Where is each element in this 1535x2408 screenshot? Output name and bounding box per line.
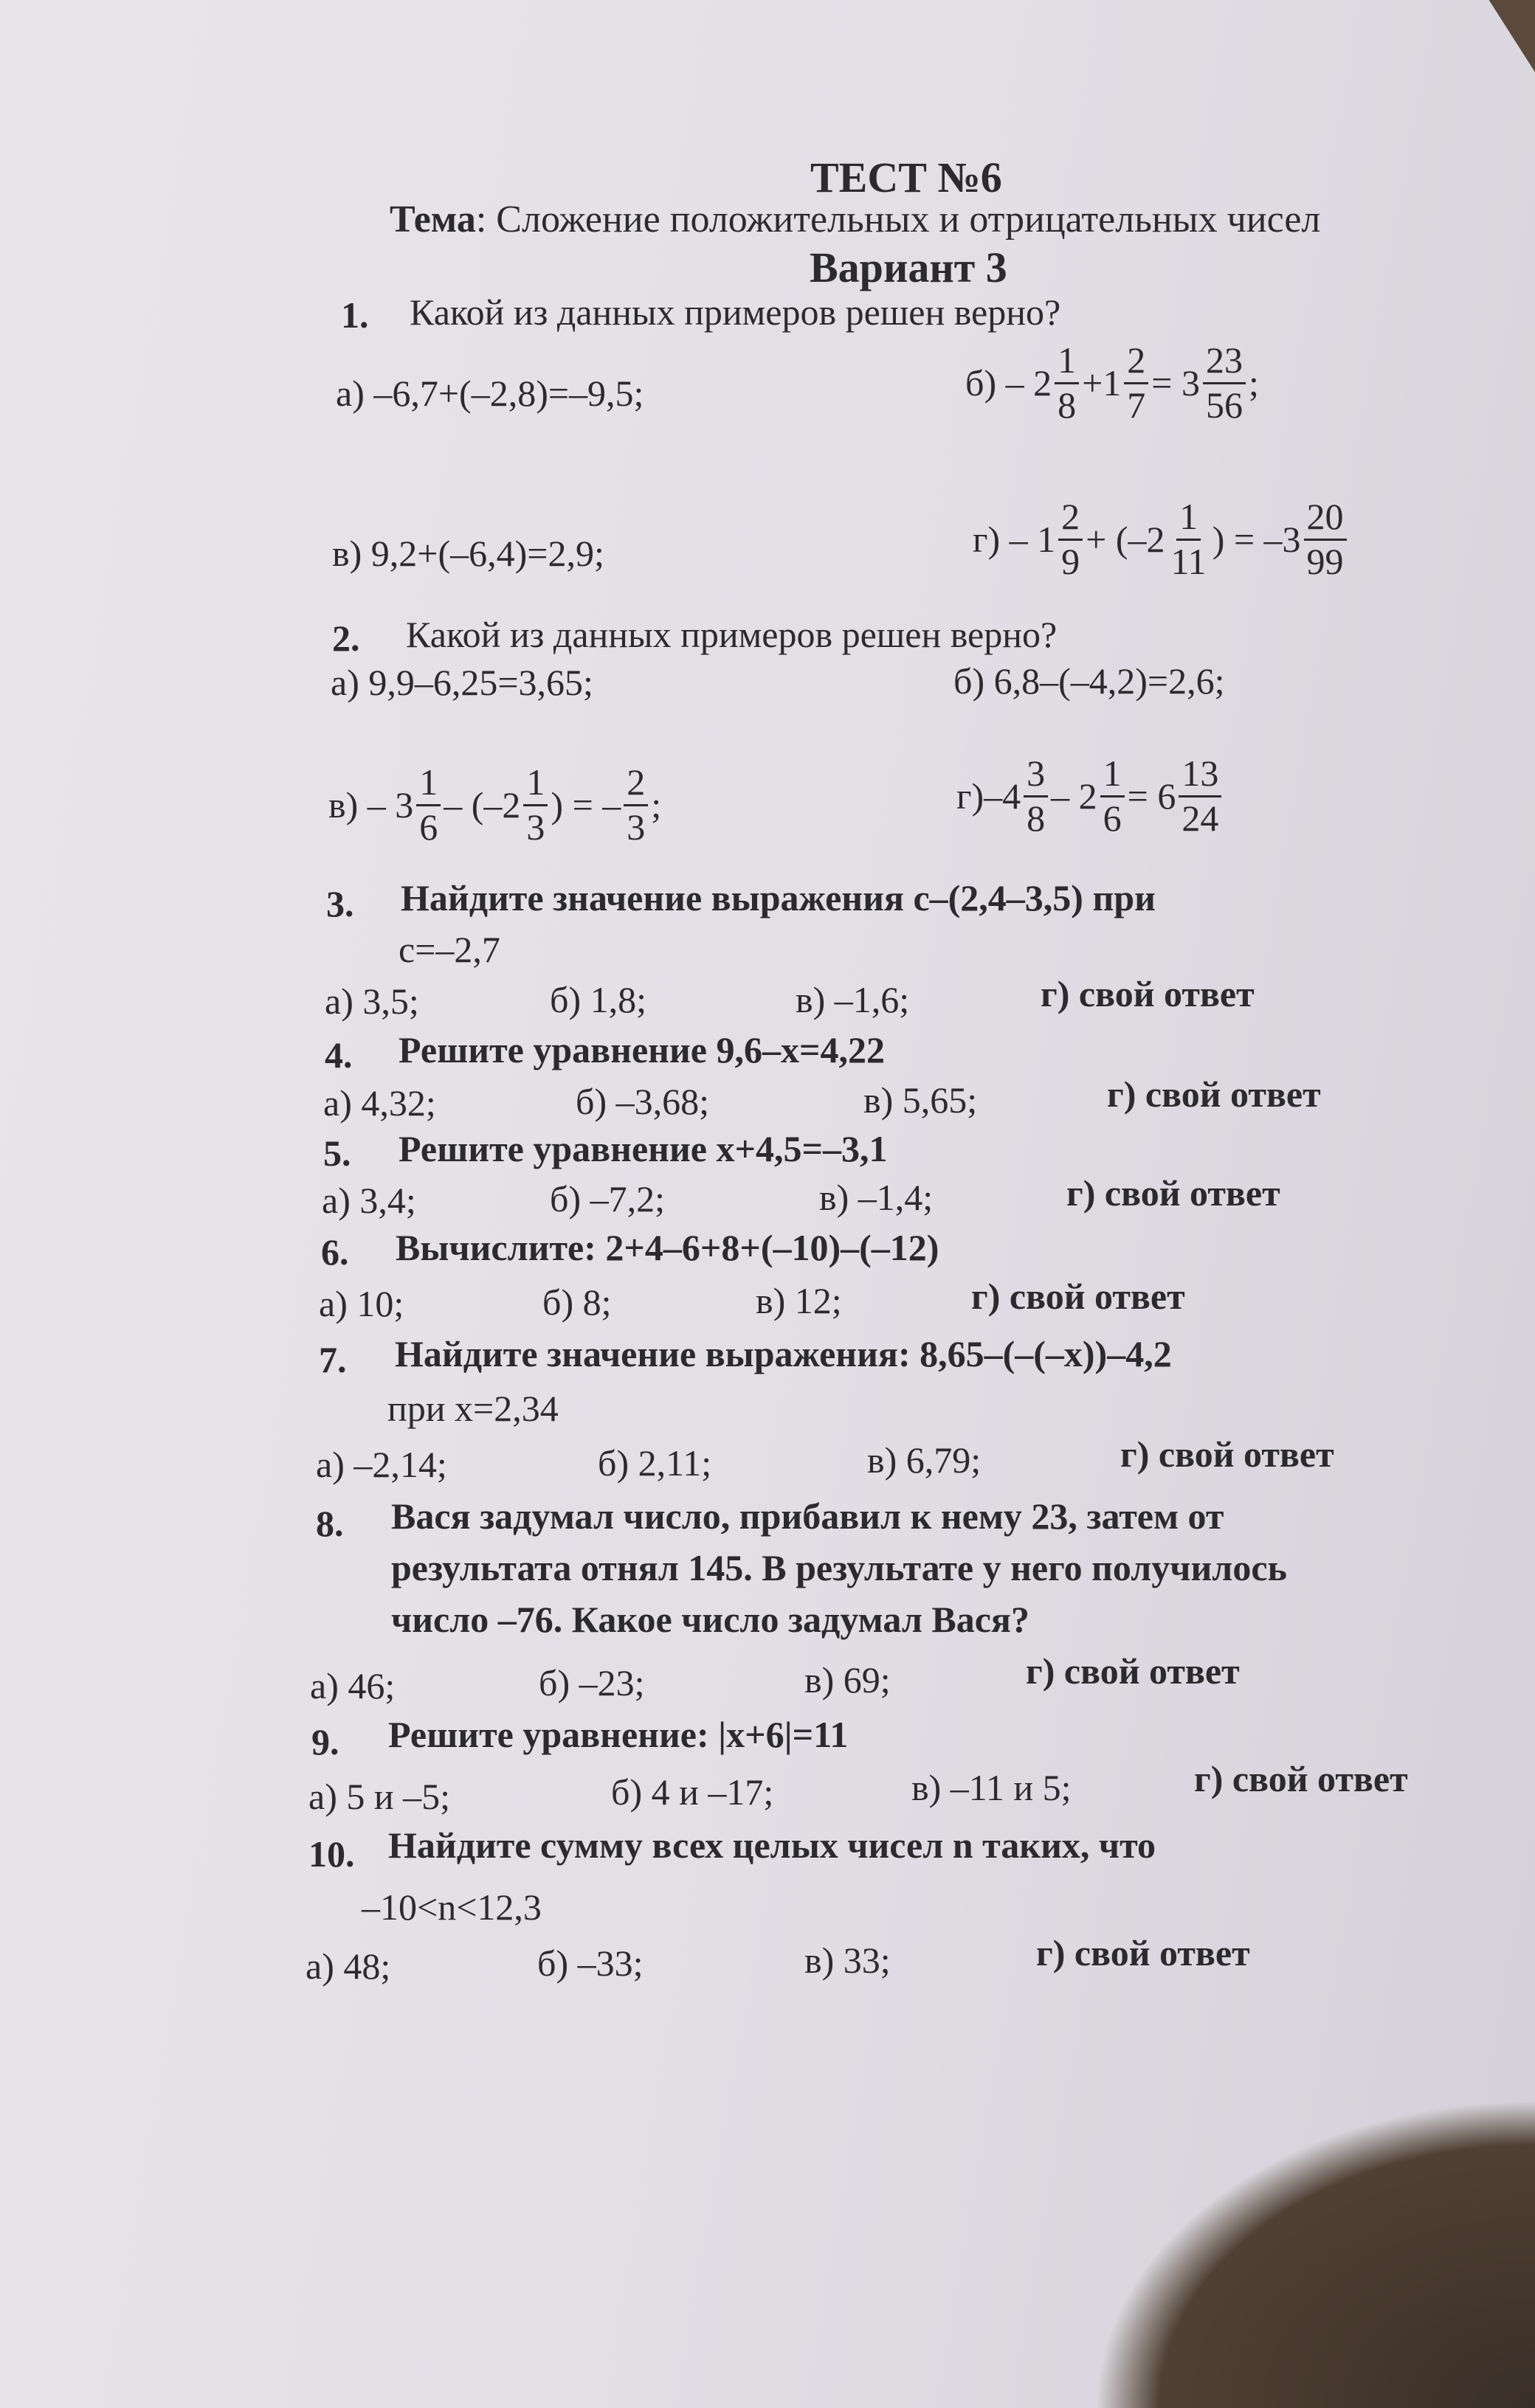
q1-b-fraction2: $\frac{2}{7}$ bbox=[1124, 339, 1148, 426]
q2-option-d: г) –4 $\frac{3}{8}$ – 2 $\frac{1}{6}$ = 6 $\frac{13}{24}$ bbox=[956, 752, 1224, 840]
q6-option-d: г) свой ответ bbox=[971, 1276, 1185, 1317]
q7-option-d: г) свой ответ bbox=[1120, 1433, 1334, 1475]
q10-option-d: г) свой ответ bbox=[1036, 1932, 1250, 1973]
q8-option-c: в) 69; bbox=[804, 1659, 891, 1701]
topic-label: Тема bbox=[390, 198, 476, 241]
q7-option-a: а) –2,14; bbox=[316, 1444, 447, 1485]
q4-option-b: б) –3,68; bbox=[576, 1081, 709, 1122]
q8-text-line2: результата отнял 145. В результате у него получилось bbox=[391, 1547, 1287, 1588]
q4-option-c: в) 5,65; bbox=[863, 1079, 978, 1121]
q7-number: 7. bbox=[319, 1339, 347, 1380]
q3-option-d: г) свой ответ bbox=[1041, 973, 1255, 1014]
q1-d-fraction2: $\frac{1}{11}$ bbox=[1170, 496, 1207, 582]
q3-option-c: в) –1,6; bbox=[796, 979, 910, 1020]
q6-option-c: в) 12; bbox=[756, 1280, 842, 1321]
q9-number: 9. bbox=[311, 1721, 339, 1762]
q8-option-a: а) 46; bbox=[310, 1665, 396, 1706]
q3-text-line2: с=–2,7 bbox=[399, 929, 500, 970]
q1-b-part3: = 3 bbox=[1151, 362, 1200, 404]
q9-text: Решите уравнение: |х+6|=11 bbox=[388, 1714, 849, 1755]
q10-option-b: б) –33; bbox=[537, 1942, 644, 1984]
topic-line bbox=[390, 198, 1321, 241]
q7-text: Найдите значение выражения: 8,65–(–(–х))–4,2 bbox=[395, 1333, 1172, 1374]
q8-option-b: б) –23; bbox=[539, 1662, 645, 1703]
q6-option-b: б) 8; bbox=[542, 1281, 612, 1323]
q2-number: 2. bbox=[332, 617, 360, 659]
q1-b-part1: – 2 bbox=[1005, 362, 1052, 404]
q2-c-fraction3: $\frac{2}{3}$ bbox=[624, 761, 648, 848]
q8-text: Вася задумал число, прибавил к нему 23, затем от bbox=[391, 1495, 1224, 1537]
q6-text: Вычислите: 2+4–6+8+(–10)–(–12) bbox=[396, 1227, 939, 1268]
q5-number: 5. bbox=[323, 1132, 351, 1174]
q2-d-fraction2: $\frac{1}{6}$ bbox=[1100, 752, 1125, 840]
q7-option-c: в) 6,79; bbox=[867, 1439, 982, 1481]
q8-text-line3: число –76. Какое число задумал Вася? bbox=[391, 1599, 1029, 1640]
q6-number: 6. bbox=[321, 1231, 349, 1273]
q10-number: 10. bbox=[308, 1833, 355, 1875]
q2-d-fraction1: $\frac{3}{8}$ bbox=[1024, 752, 1048, 840]
q2-text: Какой из данных примеров решен верно? bbox=[406, 614, 1058, 655]
q1-b-part2: +1 bbox=[1082, 362, 1122, 404]
q4-text: Решите уравнение 9,6–х=4,22 bbox=[399, 1029, 885, 1070]
q1-option-a: а) –6,7+(–2,8)=–9,5; bbox=[336, 373, 644, 414]
q3-option-a: а) 3,5; bbox=[325, 980, 419, 1022]
q5-option-d: г) свой ответ bbox=[1066, 1172, 1280, 1214]
q2-c-fraction2: $\frac{1}{3}$ bbox=[523, 761, 548, 848]
q2-c-fraction1: $\frac{1}{6}$ bbox=[416, 761, 441, 848]
q5-option-a: а) 3,4; bbox=[322, 1180, 416, 1221]
q9-option-a: а) 5 и –5; bbox=[308, 1776, 450, 1817]
q8-number: 8. bbox=[316, 1503, 344, 1544]
q3-number: 3. bbox=[326, 883, 354, 924]
q9-option-b: б) 4 и –17; bbox=[611, 1771, 774, 1813]
q6-option-a: а) 10; bbox=[319, 1283, 404, 1324]
q10-text-line2: –10<n<12,3 bbox=[362, 1886, 542, 1928]
q4-option-d: г) свой ответ bbox=[1107, 1073, 1321, 1115]
q1-d-label: г) bbox=[973, 519, 1001, 560]
q1-b-fraction1: $\frac{1}{8}$ bbox=[1055, 339, 1079, 426]
q1-option-c: в) 9,2+(–6,4)=2,9; bbox=[332, 533, 604, 574]
q7-text-line2: при х=2,34 bbox=[387, 1388, 559, 1429]
q1-option-d: г) – 1 $\frac{2}{9}$ + (–2 $\frac{1}{11}$ ) = –3 $\frac{20}{99}$ bbox=[973, 496, 1350, 583]
q4-number: 4. bbox=[325, 1034, 353, 1076]
q3-text: Найдите значение выражения с–(2,4–3,5) при bbox=[401, 877, 1156, 918]
q4-option-a: а) 4,32; bbox=[323, 1082, 436, 1124]
q1-text: Какой из данных примеров решен верно? bbox=[410, 291, 1061, 333]
q7-option-b: б) 2,11; bbox=[598, 1442, 712, 1484]
q2-option-b: б) 6,8–(–4,2)=2,6; bbox=[953, 660, 1225, 702]
background-shadow bbox=[1092, 2098, 1535, 2408]
q8-option-d: г) свой ответ bbox=[1026, 1650, 1240, 1692]
q1-b-label: б) bbox=[965, 362, 997, 404]
q1-d-fraction3: $\frac{20}{99}$ bbox=[1304, 496, 1347, 583]
q5-option-b: б) –7,2; bbox=[550, 1178, 665, 1219]
q1-d-fraction1: $\frac{2}{9}$ bbox=[1058, 496, 1083, 583]
q10-option-a: а) 48; bbox=[306, 1945, 391, 1987]
q10-text: Найдите сумму всех целых чисел n таких, что bbox=[388, 1824, 1156, 1866]
q1-b-fraction3: $\frac{23}{56}$ bbox=[1203, 339, 1246, 426]
q9-option-c: в) –11 и 5; bbox=[911, 1767, 1072, 1808]
q2-d-fraction3: $\frac{13}{24}$ bbox=[1179, 752, 1221, 840]
q3-option-b: б) 1,8; bbox=[550, 979, 646, 1020]
q2-option-a: а) 9,9–6,25=3,65; bbox=[331, 662, 593, 703]
q5-text: Решите уравнение х+4,5=–3,1 bbox=[399, 1128, 888, 1169]
q1-number: 1. bbox=[341, 294, 369, 336]
variant-label: Вариант 3 bbox=[810, 243, 1007, 291]
test-title: ТЕСТ №6 bbox=[810, 153, 1002, 201]
q10-option-c: в) 33; bbox=[804, 1940, 891, 1981]
q9-option-d: г) свой ответ bbox=[1194, 1758, 1408, 1799]
topic-text: : Сложение положительных и отрицательных чисел bbox=[475, 198, 1321, 241]
q2-option-c: в) – 3 $\frac{1}{6}$ – (–2 $\frac{1}{3}$ ) = – $\frac{2}{3}$ ; bbox=[328, 761, 662, 848]
q1-option-b: б) – 2 $\frac{1}{8}$ +1 $\frac{2}{7}$ = 3 $\frac{23}{56}$ ; bbox=[965, 339, 1259, 426]
q5-option-c: в) –1,4; bbox=[819, 1177, 934, 1218]
